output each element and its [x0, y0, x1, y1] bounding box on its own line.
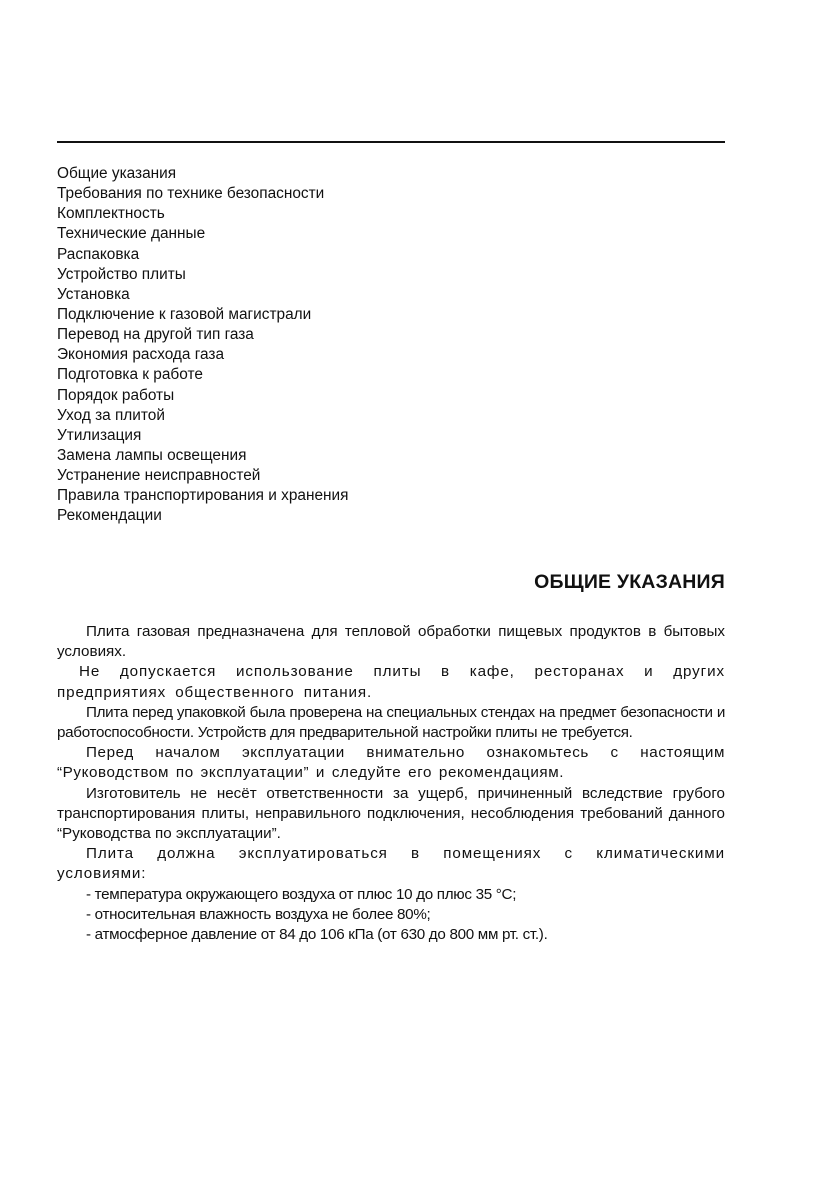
section-heading: ОБЩИЕ УКАЗАНИЯ	[534, 571, 725, 593]
toc-item: Общие указания	[57, 165, 177, 182]
toc-item: Замена лампы освещения	[57, 446, 247, 464]
toc-item: Порядок работы	[57, 386, 175, 404]
paragraph: Плита перед упаковкой была проверена на специальных стендах на предмет безопасности и работоспособности. Устройств для предварительной настройки плиты не требуется.	[57, 703, 725, 742]
toc-item: Технические данные	[57, 225, 206, 243]
condition-item: - относительная влажность воздуха не более 80%;	[86, 905, 431, 923]
top-rule	[57, 141, 725, 143]
toc-item: Установка	[57, 285, 130, 303]
toc-item: Правила транспортирования и хранения	[57, 487, 349, 505]
section-body	[57, 622, 725, 945]
paragraph: Изготовитель не несёт ответственности за ущерб, причиненный вследствие грубого транспортирования плиты, неправильного подключения, несоблюдения требований данного “Руководства по эксплуатации”.	[57, 784, 725, 843]
paragraph: Плита должна эксплуатироваться в помещениях с климатическими условиями:	[57, 845, 725, 883]
paragraph: Не допускается использование плиты в кафе, ресторанах и других предприятиях общественного питания.	[57, 663, 725, 701]
condition-item: - атмосферное давление от 84 до 106 кПа (от 630 до 800 мм рт. ст.).	[86, 926, 548, 944]
toc-item: Уход за плитой	[57, 406, 165, 424]
toc-item: Перевод на другой тип газа	[57, 326, 254, 344]
toc-item: Устранение неисправностей	[57, 467, 261, 485]
toc-item: Устройство плиты	[57, 265, 186, 283]
toc-item: Утилизация	[57, 426, 142, 444]
toc-item: Подготовка к работе	[57, 366, 203, 384]
toc-item: Комплектность	[57, 205, 165, 223]
toc-item: Рекомендации	[57, 507, 162, 525]
conditions-list	[57, 885, 725, 946]
toc-item: Подключение к газовой магистрали	[57, 305, 312, 323]
toc-item: Экономия расхода газа	[57, 346, 225, 364]
toc-item: Распаковка	[57, 245, 140, 263]
toc-item: Требования по технике безопасности	[57, 185, 325, 203]
table-of-contents	[57, 164, 348, 527]
condition-item: - температура окружающего воздуха от плюс 10 до плюс 35 °С;	[86, 885, 517, 903]
paragraph: Перед началом эксплуатации внимательно ознакомьтесь с настоящим “Руководством по эксплуатации” и следуйте его рекомендациям.	[57, 744, 725, 782]
paragraph: Плита газовая предназначена для тепловой обработки пищевых продуктов в бытовых условиях.	[57, 623, 725, 661]
